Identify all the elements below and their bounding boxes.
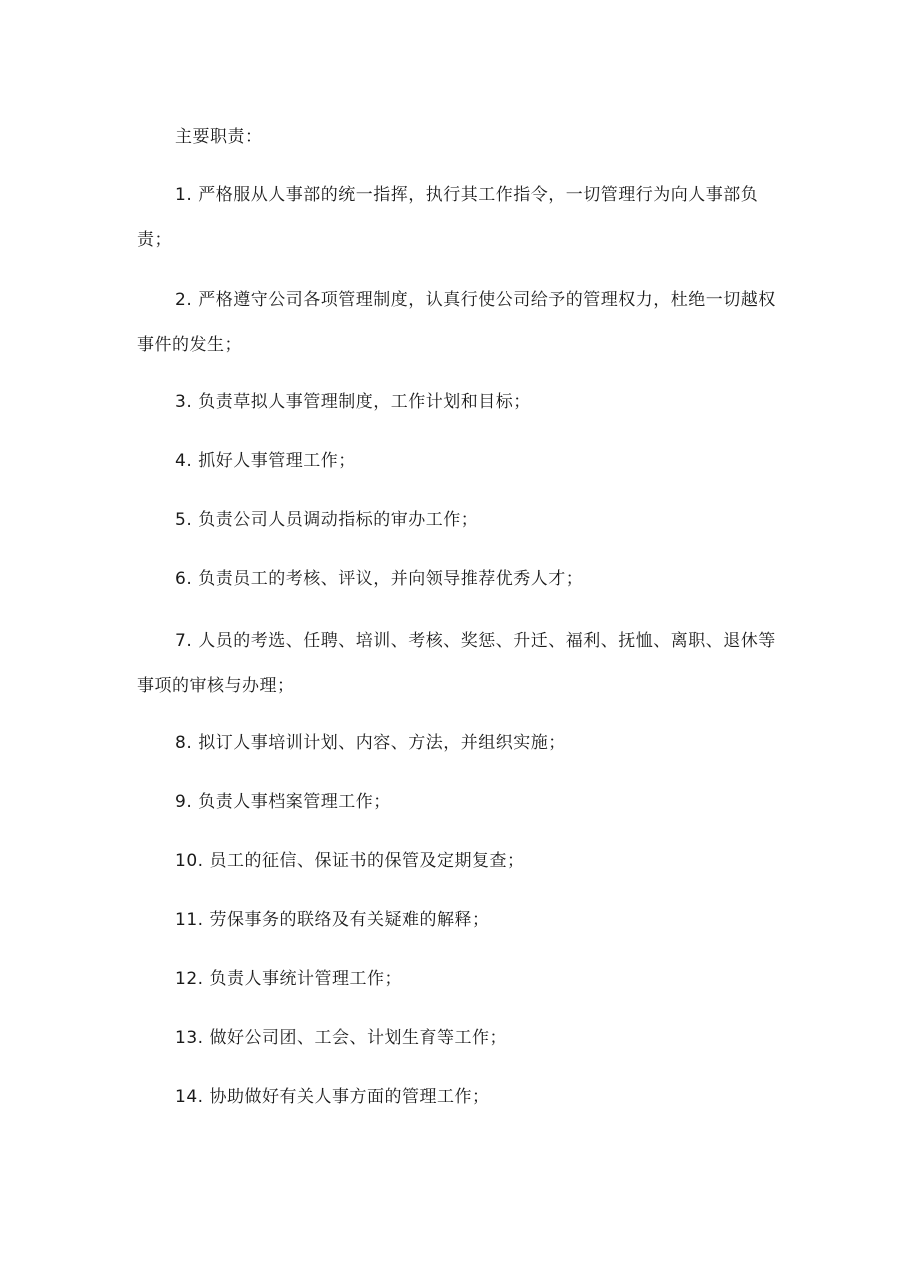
item-number: 7. [175, 631, 193, 651]
item-number: 8. [175, 733, 193, 753]
list-item [137, 173, 777, 263]
item-number: 9. [175, 792, 193, 812]
list-item [137, 1019, 777, 1057]
item-text: 严格服从人事部的统一指挥，执行其工作指令，一切管理行为向人事部负责； [137, 185, 759, 250]
list-item [137, 442, 777, 480]
list-item [137, 560, 777, 598]
section-heading: 主要职责： [175, 127, 263, 147]
list-item [137, 724, 777, 762]
item-text: 做好公司团、工会、计划生育等工作； [209, 1028, 508, 1048]
list-item [137, 278, 777, 368]
list-item [137, 842, 777, 880]
item-number: 1. [175, 185, 193, 205]
list-item [137, 1078, 777, 1116]
item-text: 严格遵守公司各项管理制度，认真行使公司给予的管理权力，杜绝一切越权事件的发生； [137, 290, 776, 355]
item-text: 负责人事统计管理工作； [209, 969, 403, 989]
item-text: 人员的考选、任聘、培训、考核、奖惩、升迁、福利、抚恤、离职、退休等事项的审核与办理； [137, 631, 776, 696]
item-number: 12. [175, 969, 204, 989]
item-text: 负责人事档案管理工作； [198, 792, 391, 812]
item-text: 负责公司人员调动指标的审办工作； [198, 510, 479, 530]
item-text: 劳保事务的联络及有关疑难的解释； [209, 910, 490, 930]
item-text: 协助做好有关人事方面的管理工作； [209, 1087, 490, 1107]
item-number: 14. [175, 1087, 204, 1107]
item-number: 5. [175, 510, 193, 530]
item-text: 抓好人事管理工作； [198, 451, 356, 471]
item-text: 负责员工的考核、评议，并向领导推荐优秀人才； [198, 569, 584, 589]
item-text: 拟订人事培训计划、内容、方法，并组织实施； [198, 733, 566, 753]
item-number: 11. [175, 910, 204, 930]
item-text: 负责草拟人事管理制度，工作计划和目标； [198, 392, 531, 412]
list-item [137, 960, 777, 998]
item-number: 13. [175, 1028, 204, 1048]
list-item [137, 619, 777, 709]
list-item [137, 501, 777, 539]
item-number: 2. [175, 290, 193, 310]
item-number: 3. [175, 392, 193, 412]
document-body [137, 118, 777, 1137]
item-text: 员工的征信、保证书的保管及定期复查； [209, 851, 525, 871]
list-item [137, 901, 777, 939]
item-number: 4. [175, 451, 193, 471]
list-item [137, 783, 777, 821]
item-number: 10. [175, 851, 204, 871]
list-item [137, 383, 777, 421]
item-number: 6. [175, 569, 193, 589]
